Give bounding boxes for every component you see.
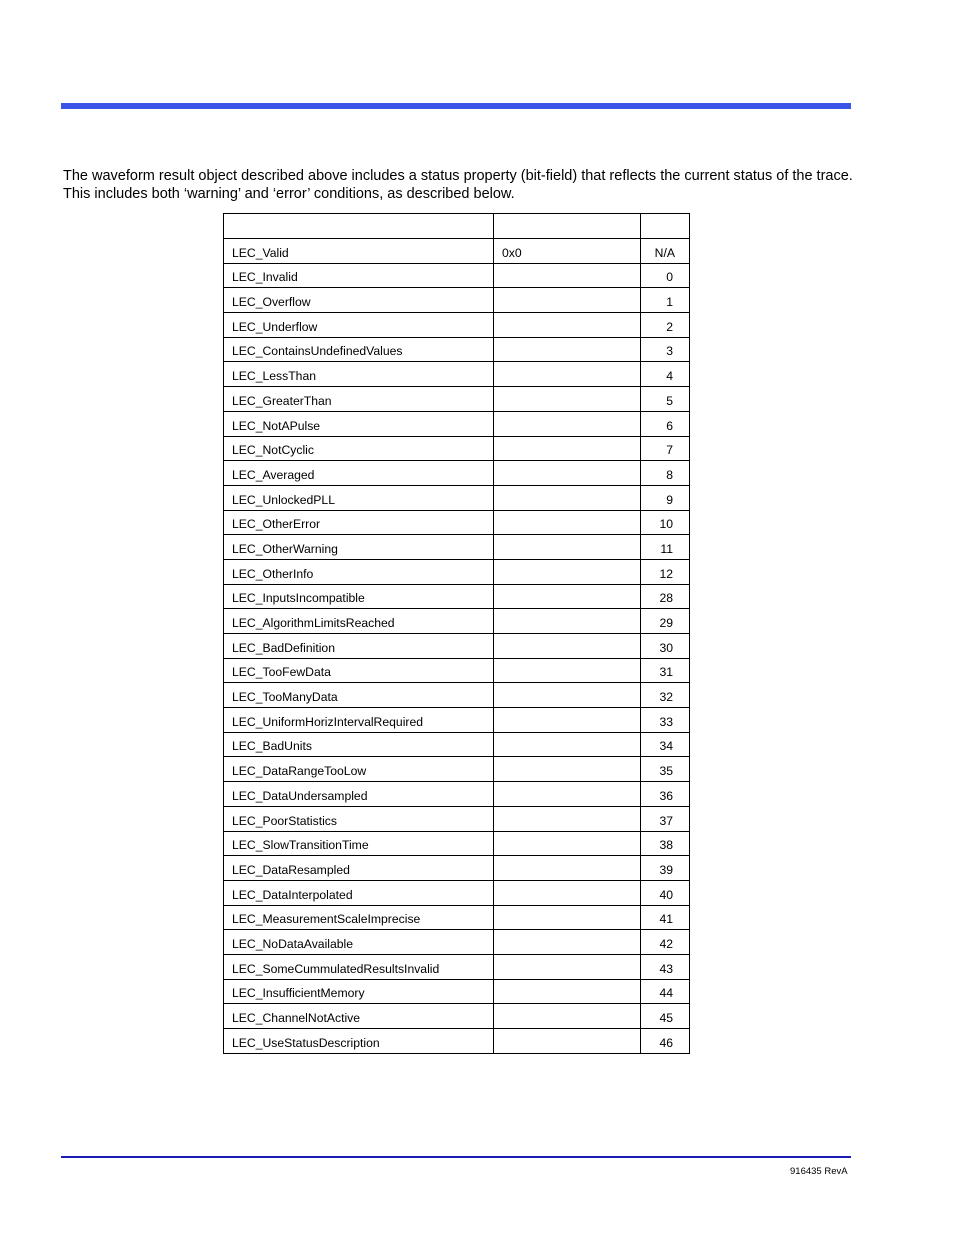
status-value-cell-text: [494, 1011, 640, 1028]
table-row: [224, 732, 690, 757]
status-value-cell: [494, 1004, 641, 1029]
status-name-cell-text: LEC_DataRangeTooLow: [232, 764, 367, 779]
status-name-cell-text: LEC_ChannelNotActive: [232, 1011, 361, 1025]
status-name-cell-text: LEC_Invalid: [232, 270, 298, 285]
status-name-cell-text: LEC_AlgorithmLimitsReached: [232, 616, 395, 630]
status-bit-cell: [641, 1029, 690, 1054]
status-bit-cell: [641, 559, 690, 584]
status-name-cell: [224, 609, 494, 634]
status-value-cell-text: [494, 295, 640, 312]
status-bit-cell-text: 4: [666, 369, 673, 384]
table-body: [224, 239, 690, 1054]
status-value-cell-text: [494, 641, 640, 658]
document-number: 916435 RevA: [790, 1166, 848, 1177]
status-name-cell-text: LEC_UseStatusDescription: [232, 1035, 380, 1050]
status-bit-cell-text: 2: [666, 319, 673, 334]
status-bit-cell: [641, 954, 690, 979]
table-row: [224, 362, 690, 387]
status-value-cell: [494, 683, 641, 708]
status-bit-cell-text: 34: [659, 739, 673, 754]
status-name-cell-text: LEC_DataInterpolated: [232, 887, 353, 902]
status-name-cell-text: LEC_Averaged: [232, 467, 315, 482]
status-name-cell-text: LEC_MeasurementScaleImprecise: [232, 912, 421, 927]
table-row: [224, 683, 690, 708]
status-bit-cell-text: 6: [666, 418, 673, 433]
status-value-cell: [494, 1029, 641, 1054]
intro-paragraph: The waveform result object described above includes a status property (bit-field) that reflects the current status of the trace. This includes both ‘warning’ and ‘error’ conditions, as described below.: [63, 168, 853, 202]
status-bit-cell-text: 32: [659, 690, 673, 705]
status-value-cell: [494, 880, 641, 905]
table-row: [224, 535, 690, 560]
status-bit-cell-text: 0: [666, 270, 673, 285]
status-bit-cell-text: 39: [659, 862, 673, 877]
status-name-cell: [224, 313, 494, 338]
table-row: [224, 979, 690, 1004]
status-name-cell-text: LEC_OtherInfo: [232, 566, 314, 581]
status-name-cell-text: LEC_InputsIncompatible: [232, 591, 365, 606]
status-value-cell-text: [494, 814, 640, 831]
header-cell-value: [494, 214, 641, 239]
status-name-cell-text: LEC_Overflow: [232, 295, 311, 310]
status-bit-cell-text: 28: [659, 591, 673, 606]
header-rule: [61, 103, 851, 109]
status-name-cell-text: LEC_NotAPulse: [232, 418, 321, 433]
table-header-row: [224, 214, 690, 239]
table-row: [224, 930, 690, 955]
status-name-cell: [224, 1029, 494, 1054]
status-name-cell: [224, 510, 494, 535]
status-name-cell-text: LEC_NotCyclic: [232, 443, 314, 458]
status-name-cell-text: LEC_NoDataAvailable: [232, 936, 354, 951]
table-row: [224, 880, 690, 905]
status-name-cell: [224, 461, 494, 486]
status-value-cell: [494, 337, 641, 362]
status-bit-cell-text: 35: [659, 764, 673, 779]
table-row: [224, 609, 690, 634]
status-name-cell: [224, 411, 494, 436]
status-value-cell: [494, 782, 641, 807]
status-bit-cell: [641, 634, 690, 659]
status-bit-cell: [641, 708, 690, 733]
table-row: [224, 905, 690, 930]
status-value-cell-text: [494, 567, 640, 584]
status-bit-cell-text: 8: [666, 467, 673, 482]
status-value-cell: [494, 411, 641, 436]
header-cell-bit: [641, 214, 690, 239]
status-bit-cell: [641, 239, 690, 264]
table-row: [224, 239, 690, 264]
status-bit-cell-text: 38: [659, 838, 673, 853]
status-value-cell-text: [494, 739, 640, 756]
status-value-cell: [494, 732, 641, 757]
status-bit-cell: [641, 313, 690, 338]
status-bit-cell-text: 30: [659, 640, 673, 655]
status-name-cell: [224, 856, 494, 881]
status-name-cell: [224, 436, 494, 461]
status-bit-cell: [641, 461, 690, 486]
status-bit-cell: [641, 732, 690, 757]
status-value-cell: [494, 584, 641, 609]
status-value-cell: [494, 831, 641, 856]
status-bit-cell-text: 40: [659, 887, 673, 902]
status-name-cell-text: LEC_GreaterThan: [232, 393, 332, 408]
status-bit-cell-text: 42: [659, 936, 673, 951]
table-row: [224, 559, 690, 584]
status-bit-cell-text: N/A: [654, 245, 675, 260]
status-name-cell-text: LEC_BadUnits: [232, 739, 312, 754]
status-name-cell: [224, 930, 494, 955]
table-row: [224, 337, 690, 362]
table-row: [224, 856, 690, 881]
status-bit-cell: [641, 337, 690, 362]
status-name-cell-text: LEC_DataUndersampled: [232, 788, 368, 803]
status-name-cell: [224, 485, 494, 510]
status-name-cell: [224, 658, 494, 683]
header-cell-name: [224, 214, 494, 239]
status-name-cell-text: LEC_DataResampled: [232, 862, 350, 877]
status-name-cell: [224, 337, 494, 362]
status-value-cell: [494, 930, 641, 955]
status-value-cell: [494, 954, 641, 979]
table-row: [224, 313, 690, 338]
status-value-cell: [494, 806, 641, 831]
table-row: [224, 510, 690, 535]
status-bit-cell: [641, 905, 690, 930]
status-bit-cell: [641, 880, 690, 905]
status-bit-cell-text: 36: [659, 788, 673, 803]
table-row: [224, 782, 690, 807]
status-value-cell-text: [494, 443, 640, 460]
status-value-cell-text: [494, 665, 640, 682]
status-value-cell-text: [494, 419, 640, 436]
status-name-cell: [224, 634, 494, 659]
status-value-cell-text: [494, 764, 640, 781]
status-value-cell: [494, 634, 641, 659]
status-bit-cell: [641, 831, 690, 856]
status-value-cell: [494, 609, 641, 634]
status-value-cell-text: [494, 369, 640, 386]
status-value-cell-text: [494, 517, 640, 534]
status-name-cell: [224, 831, 494, 856]
table-row: [224, 436, 690, 461]
status-bit-cell-text: 3: [666, 344, 673, 359]
status-name-cell-text: LEC_TooFewData: [232, 665, 331, 680]
status-bit-cell: [641, 263, 690, 288]
status-name-cell: [224, 708, 494, 733]
status-value-cell: [494, 856, 641, 881]
status-bit-cell: [641, 510, 690, 535]
status-name-cell-text: LEC_Valid: [232, 245, 289, 260]
status-name-cell: [224, 683, 494, 708]
status-name-cell: [224, 288, 494, 313]
table-row: [224, 1029, 690, 1054]
status-value-cell: [494, 510, 641, 535]
status-bit-cell-text: 1: [666, 295, 673, 310]
status-bit-cell-text: 7: [666, 443, 673, 458]
status-value-cell-text: [494, 468, 640, 485]
table-row: [224, 411, 690, 436]
status-name-cell-text: LEC_Underflow: [232, 319, 318, 334]
status-bit-cell: [641, 930, 690, 955]
status-name-cell: [224, 954, 494, 979]
status-value-cell-text: [494, 394, 640, 411]
status-bit-cell-text: 31: [659, 665, 673, 680]
status-bit-cell-text: 5: [666, 393, 673, 408]
status-name-cell-text: LEC_BadDefinition: [232, 640, 335, 655]
status-value-cell-text: [494, 690, 640, 707]
status-bit-cell: [641, 411, 690, 436]
status-value-cell: [494, 313, 641, 338]
status-value-cell-text: [494, 344, 640, 361]
status-value-cell-text: [494, 838, 640, 855]
table-row: [224, 806, 690, 831]
table-row: [224, 658, 690, 683]
status-value-cell-text: [494, 863, 640, 880]
status-value-cell-text: [494, 616, 640, 633]
status-bit-cell: [641, 584, 690, 609]
status-bit-cell: [641, 535, 690, 560]
status-value-cell-text: [494, 789, 640, 806]
status-name-cell: [224, 782, 494, 807]
status-bit-cell-text: 11: [660, 541, 673, 556]
status-bit-cell: [641, 757, 690, 782]
footer-rule: [61, 1156, 851, 1158]
status-value-cell-text: [494, 986, 640, 1003]
status-name-cell: [224, 387, 494, 412]
status-value-cell: [494, 757, 641, 782]
status-value-cell: [494, 362, 641, 387]
status-name-cell-text: LEC_UnlockedPLL: [232, 492, 335, 507]
status-bit-cell: [641, 387, 690, 412]
status-value-cell: [494, 658, 641, 683]
status-name-cell-text: LEC_SomeCummulatedResultsInvalid: [232, 961, 440, 976]
status-bit-cell-text: 29: [659, 616, 673, 630]
status-value-cell: [494, 708, 641, 733]
status-name-cell: [224, 880, 494, 905]
status-value-cell-text: [494, 320, 640, 337]
status-name-cell: [224, 806, 494, 831]
status-name-cell-text: LEC_UniformHorizIntervalRequired: [232, 714, 424, 729]
status-bit-cell: [641, 856, 690, 881]
status-bit-cell: [641, 658, 690, 683]
status-name-cell: [224, 979, 494, 1004]
status-value-cell-text: [494, 962, 640, 979]
status-value-cell-text: [494, 542, 640, 559]
status-value-cell: [494, 436, 641, 461]
status-bit-cell: [641, 1004, 690, 1029]
status-name-cell: [224, 732, 494, 757]
status-value-cell-text: [494, 270, 640, 287]
table-row: [224, 1004, 690, 1029]
status-bit-cell: [641, 683, 690, 708]
status-bit-cell-text: 9: [666, 492, 673, 507]
table-row: [224, 263, 690, 288]
status-name-cell-text: LEC_LessThan: [232, 369, 317, 384]
status-bit-cell: [641, 782, 690, 807]
status-name-cell-text: LEC_InsufficientMemory: [232, 986, 365, 1001]
table-row: [224, 954, 690, 979]
status-name-cell: [224, 559, 494, 584]
table-row: [224, 634, 690, 659]
status-name-cell-text: LEC_SlowTransitionTime: [232, 838, 369, 853]
status-value-cell: [494, 461, 641, 486]
status-bit-cell-text: 37: [659, 813, 673, 828]
table-row: [224, 757, 690, 782]
status-bit-cell-text: 43: [659, 961, 673, 976]
status-name-cell: [224, 239, 494, 264]
status-name-cell: [224, 263, 494, 288]
status-bit-cell-text: 46: [659, 1035, 673, 1050]
status-name-cell-text: LEC_OtherWarning: [232, 541, 338, 556]
status-value-cell-text: [494, 1036, 640, 1053]
status-bit-cell: [641, 362, 690, 387]
status-bit-cell: [641, 979, 690, 1004]
status-value-cell-text: [494, 715, 640, 732]
status-bit-cell-text: 10: [659, 517, 673, 532]
status-name-cell: [224, 584, 494, 609]
status-bit-cell: [641, 485, 690, 510]
status-name-cell-text: LEC_PoorStatistics: [232, 813, 337, 828]
status-value-cell-text: [494, 937, 640, 954]
status-bit-cell-text: 33: [659, 714, 673, 729]
status-name-cell: [224, 362, 494, 387]
status-value-cell: [494, 535, 641, 560]
status-bit-cell-text: 44: [659, 986, 673, 1001]
table-row: [224, 288, 690, 313]
status-bit-cell: [641, 609, 690, 634]
table-row: [224, 708, 690, 733]
status-value-cell: [494, 239, 641, 264]
table-row: [224, 485, 690, 510]
status-bit-cell-text: 41: [659, 912, 673, 927]
status-value-cell: [494, 387, 641, 412]
status-bit-cell: [641, 288, 690, 313]
status-value-cell-text: [494, 912, 640, 929]
status-bit-cell: [641, 436, 690, 461]
status-value-cell-text: [494, 888, 640, 905]
status-bit-cell-text: 12: [659, 566, 673, 581]
status-name-cell-text: LEC_ContainsUndefinedValues: [232, 344, 403, 359]
status-value-cell: [494, 485, 641, 510]
table-row: [224, 461, 690, 486]
status-name-cell: [224, 1004, 494, 1029]
status-name-cell: [224, 757, 494, 782]
status-bit-cell: [641, 806, 690, 831]
status-value-cell: [494, 905, 641, 930]
status-value-cell: [494, 979, 641, 1004]
status-name-cell-text: LEC_OtherError: [232, 517, 321, 532]
status-value-cell: [494, 559, 641, 584]
table-row: [224, 831, 690, 856]
status-value-cell: [494, 263, 641, 288]
status-table: [223, 213, 690, 1054]
status-value-cell: [494, 288, 641, 313]
status-name-cell: [224, 535, 494, 560]
status-name-cell: [224, 905, 494, 930]
table-row: [224, 584, 690, 609]
status-value-cell-text: 0x0: [502, 245, 522, 260]
status-name-cell-text: LEC_TooManyData: [232, 690, 338, 705]
status-bit-cell-text: 45: [659, 1011, 673, 1025]
status-value-cell-text: [494, 493, 640, 510]
table-row: [224, 387, 690, 412]
status-value-cell-text: [494, 591, 640, 608]
